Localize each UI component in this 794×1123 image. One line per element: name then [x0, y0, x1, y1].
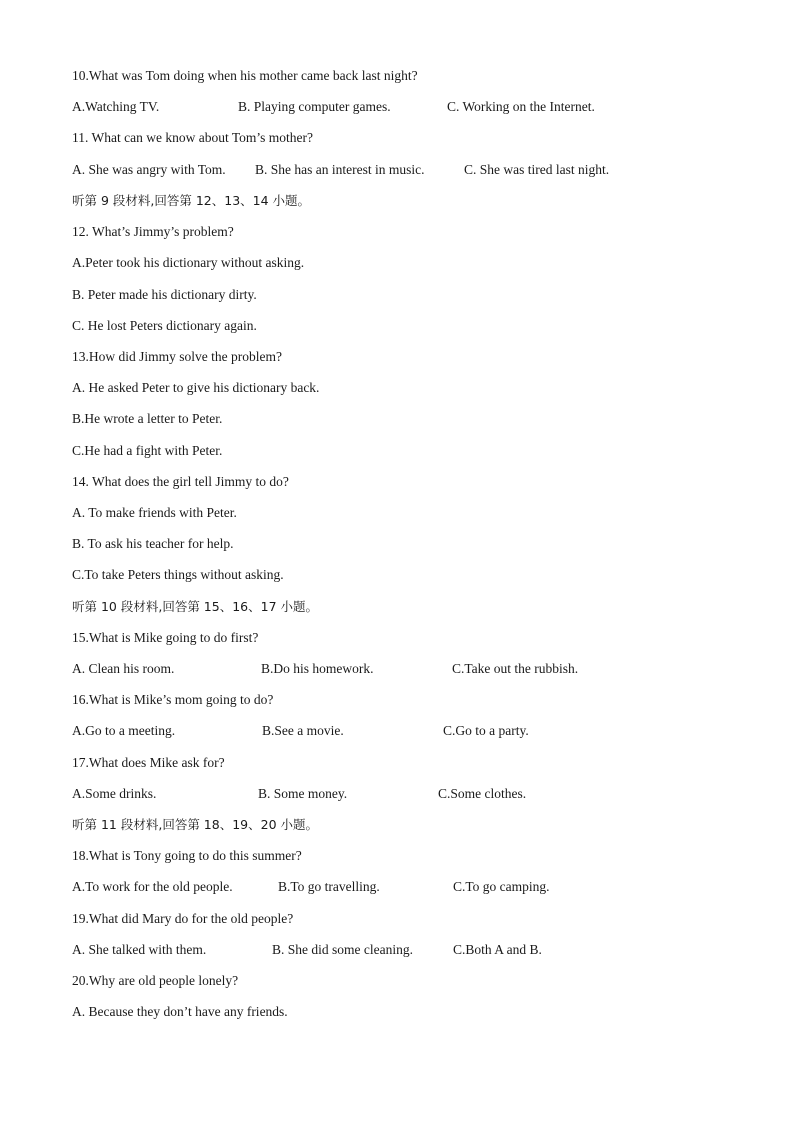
question-12: 12. What’s Jimmy’s problem? — [72, 224, 234, 239]
option-13-b: B.He wrote a letter to Peter. — [72, 411, 223, 426]
section-heading-10: 听第 10 段材料,回答第 15、16、17 小题。 — [72, 599, 318, 614]
option-17-c: C.Some clothes. — [438, 786, 527, 801]
question-10: 10.What was Tom doing when his mother came back last night? — [72, 68, 418, 83]
option-11-a: A. She was angry with Tom. — [72, 162, 226, 177]
option-18-b: B.To go travelling. — [278, 879, 380, 894]
option-16-b: B.See a movie. — [262, 723, 344, 738]
question-15: 15.What is Mike going to do first? — [72, 630, 259, 645]
option-13-c: C.He had a fight with Peter. — [72, 443, 223, 458]
option-12-c: C. He lost Peters dictionary again. — [72, 318, 257, 333]
option-17-b: B. Some money. — [258, 786, 348, 801]
options-19 — [72, 941, 722, 959]
option-12-a: A.Peter took his dictionary without asking. — [72, 255, 305, 270]
option-14-b: B. To ask his teacher for help. — [72, 536, 234, 551]
option-16-c: C.Go to a party. — [443, 723, 529, 738]
option-15-c: C.Take out the rubbish. — [452, 661, 579, 676]
options-11 — [72, 161, 722, 179]
question-14: 14. What does the girl tell Jimmy to do? — [72, 474, 289, 489]
option-14-c: C.To take Peters things without asking. — [72, 567, 284, 582]
question-13: 13.How did Jimmy solve the problem? — [72, 349, 282, 364]
option-10-b: B. Playing computer games. — [238, 99, 391, 114]
options-10 — [72, 98, 722, 116]
option-18-c: C.To go camping. — [453, 879, 550, 894]
option-19-c: C.Both A and B. — [453, 942, 542, 957]
section-heading-11: 听第 11 段材料,回答第 18、19、20 小题。 — [72, 817, 318, 832]
options-16 — [72, 722, 722, 740]
option-13-a: A. He asked Peter to give his dictionary back. — [72, 380, 320, 395]
option-15-a: A. Clean his room. — [72, 661, 175, 676]
option-20-a: A. Because they don’t have any friends. — [72, 1004, 288, 1019]
question-18: 18.What is Tony going to do this summer? — [72, 848, 302, 863]
option-16-a: A.Go to a meeting. — [72, 723, 176, 738]
option-15-b: B.Do his homework. — [261, 661, 374, 676]
option-17-a: A.Some drinks. — [72, 786, 157, 801]
option-11-c: C. She was tired last night. — [464, 162, 610, 177]
question-20: 20.Why are old people lonely? — [72, 973, 239, 988]
options-17 — [72, 785, 722, 803]
question-11: 11. What can we know about Tom’s mother? — [72, 130, 314, 145]
option-19-b: B. She did some cleaning. — [272, 942, 413, 957]
option-12-b: B. Peter made his dictionary dirty. — [72, 287, 257, 302]
option-19-a: A. She talked with them. — [72, 942, 207, 957]
option-18-a: A.To work for the old people. — [72, 879, 233, 894]
option-11-b: B. She has an interest in music. — [255, 162, 425, 177]
option-14-a: A. To make friends with Peter. — [72, 505, 237, 520]
section-heading-9: 听第 9 段材料,回答第 12、13、14 小题。 — [72, 193, 311, 208]
options-15 — [72, 660, 722, 678]
option-10-c: C. Working on the Internet. — [447, 99, 595, 114]
question-16: 16.What is Mike’s mom going to do? — [72, 692, 274, 707]
question-19: 19.What did Mary do for the old people? — [72, 911, 294, 926]
option-10-a: A.Watching TV. — [72, 99, 160, 114]
options-18 — [72, 878, 722, 896]
question-17: 17.What does Mike ask for? — [72, 755, 225, 770]
